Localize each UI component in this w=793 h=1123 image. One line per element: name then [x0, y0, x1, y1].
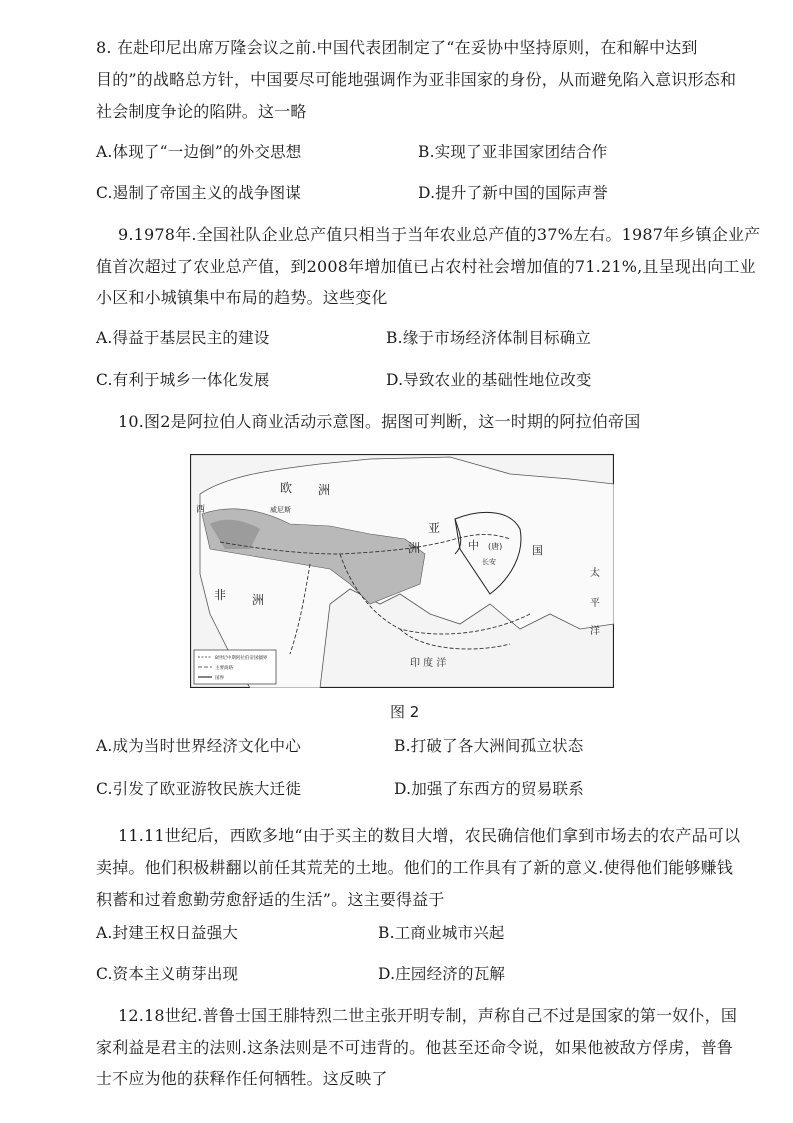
q11-line-2: 卖掉。他们积极耕翻以前任其荒芜的土地。他们的工作具有了新的意义.使得他们能够赚钱 — [96, 858, 734, 877]
q11-line-1: 11.11世纪后，西欧多地“由于买主的数目大增，农民确信他们拿到市场去的农产品可以 — [118, 826, 741, 845]
label-china-1: 中 — [468, 539, 479, 552]
label-africa-1: 非 — [214, 588, 227, 602]
q12-line-2: 家利益是君主的法则.这条法则是不可违背的。他甚至还命令说，如果他被敌方俘虏，普鲁 — [96, 1038, 734, 1057]
q11-option-a[interactable]: A.封建王权日益强大 — [96, 924, 239, 942]
legend-text-2: 主要商路 — [215, 666, 233, 671]
q9-option-a[interactable]: A.得益于基层民主的建设 — [96, 329, 270, 347]
label-pacific-3: 洋 — [590, 626, 600, 637]
q11-line-3: 积蓄和过着愈勤劳愈舒适的生活”。这主要得益于 — [96, 890, 445, 909]
q9-option-c[interactable]: C.有利于城乡一体化发展 — [96, 371, 270, 389]
label-pacific-1: 太 — [590, 568, 600, 579]
label-china-2: 国 — [532, 544, 543, 557]
label-asia-2: 洲 — [408, 541, 421, 555]
q12-line-3: 士不应为他的获释作任何牺牲。这反映了 — [96, 1069, 388, 1088]
legend-text-3: 国界 — [215, 676, 224, 681]
q8-line-2: 目的”的战略总方针，中国要尽可能地强调作为亚非国家的身份，从而避免陷入意识形态和 — [96, 70, 737, 89]
arab-trade-map — [190, 454, 614, 688]
label-europe-1: 欧 — [280, 481, 293, 495]
q11-option-b[interactable]: B.工商业城市兴起 — [378, 924, 505, 942]
q8-line-3: 社会制度争论的陷阱。这一略 — [96, 102, 307, 121]
q10-option-a[interactable]: A.成为当时世界经济文化中心 — [96, 737, 301, 755]
label-pacific-2: 平 — [590, 598, 600, 609]
legend-text-1: 8世纪中期阿拉伯帝国疆界 — [215, 656, 268, 661]
q8-option-a[interactable]: A.体现了“一边倒”的外交思想 — [96, 143, 302, 161]
figure-caption: 图 2 — [390, 703, 420, 721]
q11-option-d[interactable]: D.庄园经济的瓦解 — [378, 965, 506, 983]
label-changan: 长安 — [482, 558, 496, 566]
label-venice: 威尼斯 — [270, 506, 291, 514]
q8-option-c[interactable]: C.遏制了帝国主义的战争图谋 — [96, 184, 302, 202]
q11-option-c[interactable]: C.资本主义萌芽出现 — [96, 965, 239, 983]
label-africa-2: 洲 — [252, 593, 265, 607]
q10-line-1: 10.图2是阿拉伯人商业活动示意图。据图可判断，这一时期的阿拉伯帝国 — [118, 412, 641, 431]
map-svg — [190, 454, 614, 688]
label-west: 西 — [196, 505, 206, 515]
q10-option-d[interactable]: D.加强了东西方的贸易联系 — [394, 780, 584, 798]
q9-option-b[interactable]: B.缘于市场经济体制目标确立 — [386, 329, 592, 347]
label-europe-2: 洲 — [318, 483, 331, 497]
q9-line-2: 值首次超过了农业总产值，到2008年增加值已占农村社会增加值的71.21%,且呈现出向工业 — [96, 257, 756, 276]
label-indian-ocean: 印 度 洋 — [410, 658, 447, 669]
q10-option-c[interactable]: C.引发了欧亚游牧民族大迁徙 — [96, 780, 302, 798]
q12-line-1: 12.18世纪.普鲁士国王腓特烈二世主张开明专制，声称自己不过是国家的第一奴仆，国 — [118, 1006, 738, 1025]
q8-option-b[interactable]: B.实现了亚非国家团结合作 — [418, 143, 608, 161]
q10-option-b[interactable]: B.打破了各大洲间孤立状态 — [394, 737, 584, 755]
q9-line-3: 小区和小城镇集中布局的趋势。这些变化 — [96, 288, 388, 307]
q9-line-1: 9.1978年.全国社队企业总产值只相当于当年农业总产值的37%左右。1987年乡镇企业产 — [118, 225, 761, 244]
q9-option-d[interactable]: D.导致农业的基础性地位改变 — [386, 371, 592, 389]
label-tang: (唐) — [488, 542, 503, 551]
q8-line-1: 8. 在赴印尼出席万隆会议之前.中国代表团制定了“在妥协中坚持原则，在和解中达到 — [96, 38, 698, 57]
q8-option-d[interactable]: D.提升了新中国的国际声誉 — [418, 184, 608, 202]
label-asia-1: 亚 — [428, 521, 441, 535]
